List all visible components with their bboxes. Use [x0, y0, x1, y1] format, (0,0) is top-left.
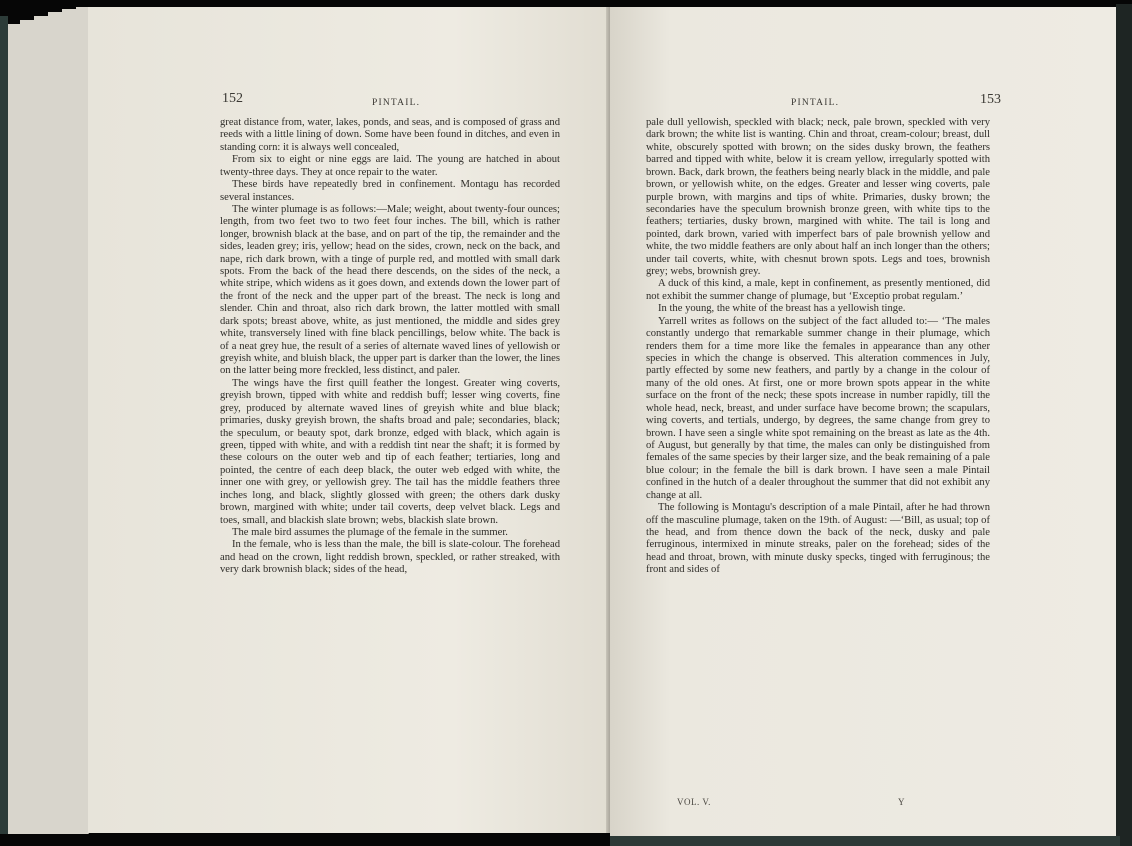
- paragraph: Yarrell writes as follows on the subject of the fact alluded to:— ‘The males constantly undergo that remarkable summer change in their plumage, which renders them for a time more like the females in appearance than any other species in which the change is observed. This alteration commences in July, partly effected by some new feathers, and partly by a change in the colour of many of the old ones. At first, one or more brown spots appear in the white surface on the front of the neck; these spots increase in number rapidly, till the whole head, neck, breast, and under surface have become brown; the scapulars, wing coverts, and tertials, undergo, by degrees, the same change from grey to brown. I have seen a single white spot remaining on the breast as late as the 4th. of August, but generally by that time, the males can only be distinguished from females of the same species by their larger size, and the beak remaining of a pale blue colour; in the female the bill is dark brown. I have seen a male Pintail confined in the hutch of a dealer throughout the summer that did not exhibit any change at all.: [646, 315, 990, 501]
- paragraph: The male bird assumes the plumage of the female in the summer.: [232, 526, 508, 538]
- book-cover-edge: [0, 16, 8, 834]
- paragraph: These birds have repeatedly bred in confinement. Montagu has recorded several instances.: [220, 179, 560, 203]
- paragraph: In the young, the white of the breast has a yellowish tinge.: [658, 303, 906, 315]
- left-running-head: PINTAIL.: [372, 98, 421, 108]
- book-cover-bottom: [610, 836, 1120, 846]
- volume-marker: VOL. V.: [677, 797, 711, 807]
- paragraph: The wings have the first quill feather the longest. Greater wing coverts, greyish brown, tipped with white and reddish buff; lesser wing coverts, fine grey, produced by alternate waved lines of greyish white and blue black; primaries, dusky greyish brown, the shafts broad and pale; secondaries, black; the speculum, or beauty spot, dark bronze, edged with black, which again is green, tipped with white, and with a reddish tint near the shaft; it is formed by these colours on the outer web and tip of each feather; tertiaries, long and pointed, the centre of each deep black, the outer web edged with white, the inner one with grey, or yellowish grey. The tail has the middle feathers three inches long, and black, slightly glossed with green; the others dark dusky brown, margined with white; under tail coverts, deep velvet black. Legs and toes, small, and blackish slate brown; webs, blackish slate brown.: [220, 377, 560, 526]
- left-page-body: [220, 117, 560, 577]
- signature-mark: Y: [898, 797, 905, 807]
- left-page: [88, 7, 610, 833]
- right-running-head: PINTAIL.: [791, 98, 840, 108]
- book-cover-right: [1116, 4, 1132, 846]
- page-edge-stack: [62, 9, 77, 834]
- page-edge-stack: [20, 20, 35, 834]
- right-page: [610, 7, 1116, 836]
- paragraph: pale dull yellowish, speckled with black; neck, pale brown, speckled with very dark brown; the white list is wanting. Chin and throat, cream-colour; breast, dull white, obscurely spotted with brown; on the sides dusky brown, the feathers barred and tipped with white, below it is cream yellow, irregularly spotted with brown. Back, dark brown, the feathers being nearly black in the middle, and pale brown, or yellowish white, on the edges. Greater and lesser wing coverts, pale purple brown, with margins and tips of white. Primaries, dusky brown; the secondaries have the speculum brownish bronze green, with white tips to the feathers; tertiaries, dusky brown, margined with white. The tail is long and pointed, dark brown, varied with imperfect bars of pale brownish yellow and white, the two middle feathers are only about half an inch longer than the others; under tail coverts, white, with chesnut brown spots. Legs and toes, brownish grey; webs, brownish grey.: [646, 117, 990, 278]
- paragraph: From six to eight or nine eggs are laid. The young are hatched in about twenty-three days. They at once repair to the water.: [220, 154, 560, 178]
- paragraph: A duck of this kind, a male, kept in confinement, as presently mentioned, did not exhibit the summer change of plumage, but ‘Exceptio probat regulam.’: [646, 278, 990, 302]
- right-page-number: 153: [980, 92, 1001, 107]
- right-page-body: [646, 117, 990, 577]
- left-page-number: 152: [222, 91, 243, 106]
- page-edge-stack: [34, 16, 49, 834]
- paragraph: In the female, who is less than the male, the bill is slate-colour. The forehead and head on the crown, light reddish brown, speckled, or rather streaked, with very dark brownish black; sides of the head,: [220, 539, 560, 576]
- paragraph: great distance from, water, lakes, ponds, and seas, and is composed of grass and reeds with a little lining of down. Some have been found in ditches, and even in standing corn: it is always well concealed,: [220, 117, 560, 153]
- page-edge-stack: [48, 12, 63, 834]
- paragraph: The following is Montagu's description of a male Pintail, after he had thrown off the masculine plumage, taken on the 19th. of August: —‘Bill, as usual; top of the head, and from thence down the back of the neck, dusky and pale ferruginous, intermixed in minute streaks, paler on the forehead; sides of the head and throat, brown, with minute dusky specks, tinged with ferruginous; the front and sides of: [646, 502, 990, 576]
- paragraph: The winter plumage is as follows:—Male; weight, about twenty-four ounces; length, from two feet two to two feet four inches. The bill, which is rather longer, brownish black at the base, and on part of the tip, the remainder and the sides, leaden grey; iris, yellow; head on the sides, crown, neck on the back, and nape, rich dark brown, with a tinge of purple red, and mottled with small dark spots. From the back of the head there descends, on the sides of the neck, a white stripe, which widens as it goes down, and extends down the lower part of the front of the neck and the upper part of the breast. The neck is long and slender. Chin and throat, also rich dark brown, the latter mottled with small dark spots; breast above, white, as just mentioned, the middle and sides grey white, transversely lined with fine black pencillings, below white. The back is of a neat grey hue, the result of a series of alternate waved lines of yellowish or greyish white, and bluish black, the upper part is darker than the lower, the lines on the latter being more freckled, less distinct, and paler.: [220, 203, 560, 377]
